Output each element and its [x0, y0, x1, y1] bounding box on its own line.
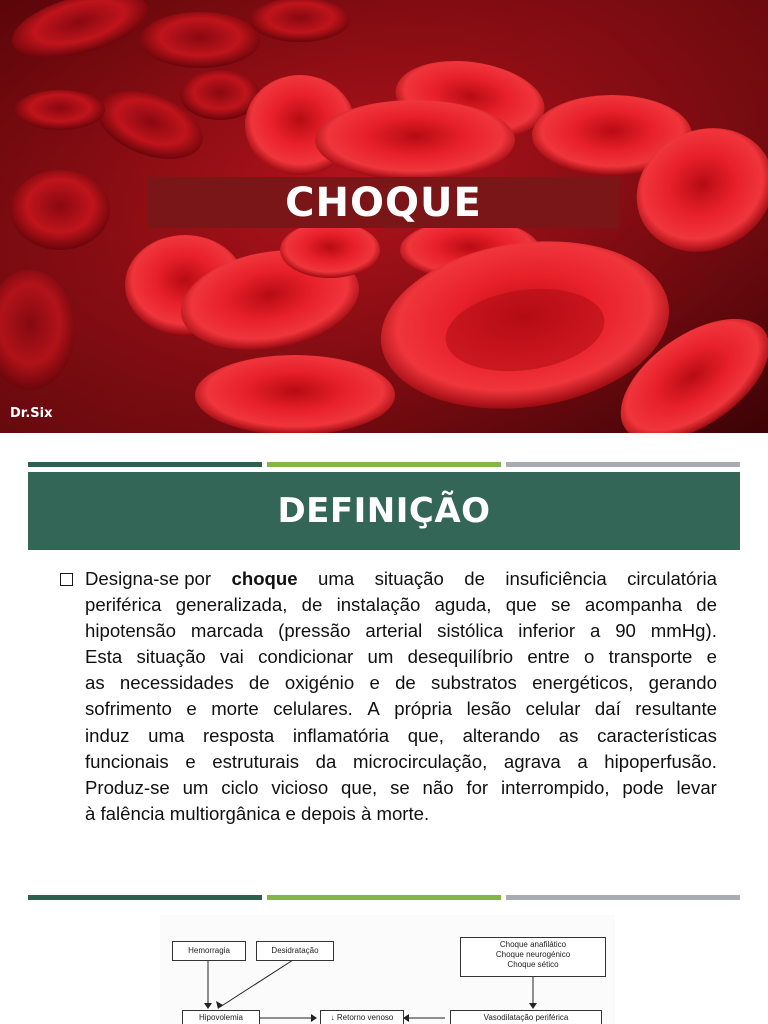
paragraph-word: insuficiência — [505, 568, 607, 589]
paragraph-word: daí — [594, 698, 621, 720]
paragraph-word: microcirculação, — [352, 750, 488, 772]
paragraph-word: induz — [85, 724, 130, 746]
paragraph-line — [85, 749, 717, 775]
paragraph-word: e — [185, 750, 196, 772]
paragraph-word: agrava — [503, 750, 561, 772]
paragraph-word: funcionais — [85, 750, 169, 772]
diagram-box-vasodilatacao: Vasodilatação periférica — [450, 1010, 602, 1024]
paragraph-word: sofrimento — [85, 698, 172, 720]
paragraph-word: condicionar — [258, 646, 354, 668]
paragraph-word: alterando — [462, 724, 541, 746]
paragraph-line — [85, 696, 717, 722]
paragraph-word: uma — [318, 568, 355, 589]
paragraph-word: marcada — [190, 620, 264, 642]
paragraph-line — [55, 566, 717, 592]
paragraph-word: desequilíbrio — [407, 646, 514, 668]
paragraph-line — [85, 670, 717, 696]
paragraph-word: situação — [374, 568, 444, 589]
paragraph-word: levar — [676, 776, 717, 798]
paragraph-word: hipoperfusão. — [604, 750, 717, 772]
paragraph-word: a — [577, 750, 588, 772]
paragraph-word: e — [186, 698, 197, 720]
paragraph-word: 90 — [615, 620, 636, 642]
paragraph-word: (pressão — [278, 620, 351, 642]
paragraph-line — [85, 592, 717, 618]
paragraph-word: um — [367, 646, 394, 668]
paragraph-continuation — [55, 592, 717, 827]
bottom-divider — [28, 895, 740, 900]
paragraph-word: arterial — [365, 620, 423, 642]
paragraph-word: sistólica — [437, 620, 504, 642]
paragraph-word: inferior — [518, 620, 576, 642]
diagram-box-causas — [460, 937, 606, 977]
paragraph-line — [85, 618, 717, 644]
paragraph-word: celulares. — [273, 698, 353, 720]
section-heading-banner — [28, 472, 740, 550]
paragraph-word: aguda, — [434, 594, 492, 616]
paragraph-word: Produz-se — [85, 776, 170, 798]
paragraph-word: de — [696, 594, 717, 616]
paragraph-word: que, — [341, 776, 378, 798]
paragraph-word: que, — [407, 724, 444, 746]
paragraph-word: própria — [394, 698, 453, 720]
diagram-text: Choque anafilático — [499, 940, 567, 949]
paragraph-word: oxigénio — [284, 672, 355, 694]
paragraph-word: o — [584, 646, 595, 668]
paragraph-line — [85, 801, 717, 827]
paragraph-word: características — [597, 724, 717, 746]
paragraph-word: circulatória — [627, 568, 717, 589]
paragraph-line — [85, 723, 717, 749]
paragraph-word: Designa-se por — [85, 568, 212, 589]
diagram-text: Choque sético — [507, 960, 559, 969]
paragraph-word: energéticos, — [532, 672, 634, 694]
paragraph-word: de — [301, 594, 323, 616]
paragraph-word: celular — [525, 698, 581, 720]
paragraph-word: estruturais — [212, 750, 300, 772]
paragraph-word: as — [558, 724, 579, 746]
paragraph-word: necessidades — [119, 672, 234, 694]
paragraph-word: pode — [622, 776, 664, 798]
paragraph-word: substratos — [431, 672, 517, 694]
paragraph-word: as — [85, 672, 105, 694]
paragraph-word-bold: choque — [231, 568, 298, 589]
divider-segment-dark-green — [28, 462, 262, 467]
hero-image — [0, 0, 768, 433]
paragraph-word: uma — [148, 724, 185, 746]
section-heading: DEFINIÇÃO — [277, 491, 491, 531]
diagram-box-desidratacao: Desidratação — [256, 941, 334, 961]
paragraph-word: de — [464, 568, 485, 589]
divider-segment-gray — [506, 462, 740, 467]
paragraph-word: situação — [136, 646, 206, 668]
diagram-box-hipovolemia: Hipovolemia — [182, 1010, 260, 1024]
paragraph-word: a — [589, 620, 601, 642]
paragraph-word: da — [315, 750, 337, 772]
divider-segment-gray — [506, 895, 740, 900]
paragraph-word: vai — [220, 646, 244, 668]
paragraph-word: não — [422, 776, 454, 798]
paragraph-line — [85, 644, 717, 670]
paragraph-word: morte — [211, 698, 259, 720]
paragraph-word: de — [395, 672, 416, 694]
divider-segment-light-green — [267, 462, 501, 467]
paragraph-word: lesão — [466, 698, 512, 720]
paragraph-word: mmHg). — [650, 620, 717, 642]
top-divider — [28, 462, 740, 467]
paragraph-word: for — [466, 776, 489, 798]
divider-segment-dark-green — [28, 895, 262, 900]
paragraph-word: transporte — [608, 646, 693, 668]
title-banner — [148, 177, 619, 228]
paragraph-word: interrompido, — [500, 776, 610, 798]
paragraph-word: A — [367, 698, 380, 720]
paragraph-word: e — [369, 672, 380, 694]
diagram-box-retorno-venoso: ↓ Retorno venoso — [320, 1010, 404, 1024]
paragraph-word: inflamatória — [292, 724, 390, 746]
paragraph-word: vicioso — [271, 776, 329, 798]
shock-pathophysiology-diagram — [160, 915, 615, 1024]
definition-paragraph — [55, 566, 717, 827]
paragraph-word: Esta — [85, 646, 123, 668]
paragraph-word: entre — [527, 646, 570, 668]
diagram-text: Choque neurogénico — [495, 950, 571, 959]
paragraph-word: generalizada, — [175, 594, 288, 616]
paragraph-word: se — [390, 776, 410, 798]
slide-title: CHOQUE — [285, 179, 482, 226]
paragraph-word: resposta — [202, 724, 275, 746]
paragraph-word: à falência multiorgânica e depois à morte. — [85, 802, 430, 824]
paragraph-word: ciclo — [221, 776, 259, 798]
paragraph-word: de — [248, 672, 270, 694]
paragraph-word: instalação — [336, 594, 421, 616]
paragraph-word: e — [706, 646, 717, 668]
paragraph-line — [85, 775, 717, 801]
paragraph-word: hipotensão — [85, 620, 176, 642]
divider-segment-light-green — [267, 895, 501, 900]
paragraph-word: que — [505, 594, 537, 616]
paragraph-word: acompanha — [584, 594, 683, 616]
paragraph-word: um — [182, 776, 209, 798]
diagram-box-hemorragia: Hemorragia — [172, 941, 246, 961]
paragraph-word: periférica — [85, 594, 162, 616]
author-label: Dr.Six — [10, 406, 53, 421]
paragraph-word: se — [550, 594, 571, 616]
paragraph-word: gerando — [648, 672, 717, 694]
paragraph-word: resultante — [635, 698, 717, 720]
